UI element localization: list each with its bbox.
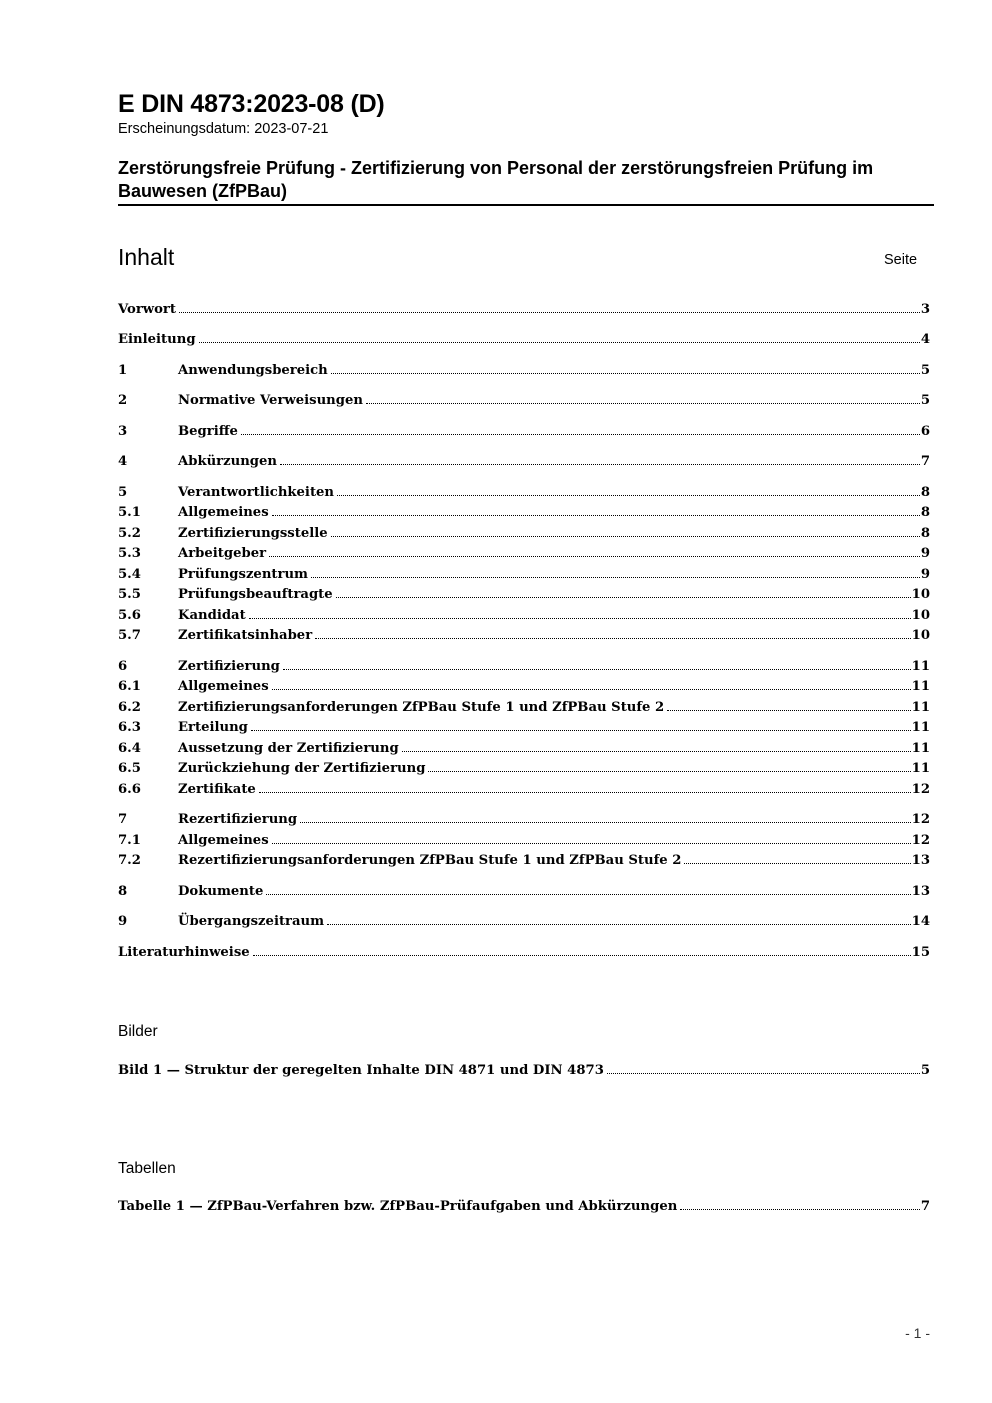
toc-entry-label: Zertifizierungsanforderungen ZfPBau Stufe 1 und ZfPBau Stufe 2 [178, 700, 665, 715]
toc-entry-number: 6.5 [118, 761, 141, 776]
dot-leader [336, 597, 911, 598]
toc-entry-number: 5.5 [118, 587, 141, 602]
toc-entry-number: 7.2 [118, 853, 141, 868]
toc-entry[interactable] [118, 1199, 930, 1219]
toc-entry-page: 9 [920, 567, 930, 582]
toc-entry-page: 12 [911, 833, 930, 848]
dot-leader [315, 638, 910, 639]
toc-entry[interactable] [118, 679, 930, 699]
toc-entry-number: 5.3 [118, 546, 141, 561]
toc-page-label: Seite [884, 252, 918, 268]
dot-leader [402, 751, 911, 752]
toc-entry-number: 5.4 [118, 567, 141, 582]
title-divider [118, 204, 934, 206]
toc-entry[interactable] [118, 302, 930, 322]
toc-entry[interactable] [118, 393, 930, 413]
toc-entry-page: 11 [911, 741, 930, 756]
toc-entry-label: Literaturhinweise [118, 945, 250, 960]
toc-entry-number: 9 [118, 914, 128, 929]
toc-entry[interactable] [118, 945, 930, 965]
toc-entry-page: 15 [911, 945, 930, 960]
toc-entry-label: Begriffe [178, 424, 238, 439]
page-number: - 1 - [905, 1325, 930, 1341]
toc-entry-page: 13 [911, 853, 930, 868]
tables-heading: Tabellen [118, 1160, 176, 1177]
dot-leader [680, 1209, 920, 1210]
toc-entry[interactable] [118, 884, 930, 904]
toc-entry-number: 2 [118, 393, 128, 408]
toc-entry-page: 11 [911, 679, 930, 694]
toc-entry-number: 5.2 [118, 526, 141, 541]
toc-entry-number: 8 [118, 884, 128, 899]
figures-heading: Bilder [118, 1023, 158, 1040]
toc-entry-label: Allgemeines [178, 679, 269, 694]
dot-leader [300, 822, 911, 823]
toc-entry[interactable] [118, 587, 930, 607]
toc-entry[interactable] [118, 761, 930, 781]
toc-entry[interactable] [118, 608, 930, 628]
toc-entry-page: 10 [911, 587, 930, 602]
toc-entry-page: 6 [920, 424, 930, 439]
toc-entry-label: Zertifizierung [178, 659, 280, 674]
dot-leader [253, 955, 911, 956]
toc-entry[interactable] [118, 567, 930, 587]
toc-entry[interactable] [118, 833, 930, 853]
toc-entry-label: Tabelle 1 — ZfPBau-Verfahren bzw. ZfPBau-Prüfaufgaben und Abkürzungen [118, 1199, 678, 1214]
toc-entry-number: 7 [118, 812, 128, 827]
toc-entry-label: Zurückziehung der Zertifizierung [178, 761, 426, 776]
dot-leader [331, 536, 920, 537]
toc-entry-label: Kandidat [178, 608, 246, 623]
toc-entry-label: Arbeitgeber [178, 546, 267, 561]
toc-entry[interactable] [118, 526, 930, 546]
toc-entry-label: Rezertifizierung [178, 812, 298, 827]
document-title: Zerstörungsfreie Prüfung - Zertifizierung von Personal der zerstörungsfreien Prüfung im Bauwesen (ZfPBau) [118, 158, 874, 201]
toc-entry[interactable] [118, 741, 930, 761]
toc-entry[interactable] [118, 454, 930, 474]
toc-entry-number: 6.6 [118, 782, 141, 797]
toc-entry-page: 7 [920, 454, 930, 469]
toc-entry-label: Anwendungsbereich [178, 363, 328, 378]
toc-entry[interactable] [118, 505, 930, 525]
dot-leader [266, 894, 910, 895]
toc-entry[interactable] [118, 659, 930, 679]
toc-entry-number: 6 [118, 659, 128, 674]
toc-entry-label: Übergangszeitraum [178, 914, 325, 929]
toc-entry-number: 6.4 [118, 741, 141, 756]
toc-entry-number: 7.1 [118, 833, 141, 848]
dot-leader [251, 730, 911, 731]
toc-entry-label: Aussetzung der Zertifizierung [178, 741, 399, 756]
toc-entry[interactable] [118, 812, 930, 832]
toc-entry-label: Zertifizierungsstelle [178, 526, 328, 541]
toc-entry-number: 6.2 [118, 700, 141, 715]
toc-entry[interactable] [118, 485, 930, 505]
dot-leader [259, 792, 911, 793]
toc-entry-page: 7 [920, 1199, 930, 1214]
toc-entry-page: 8 [920, 505, 930, 520]
toc-entry-page: 14 [911, 914, 930, 929]
dot-leader [249, 618, 911, 619]
toc-entry[interactable] [118, 332, 930, 352]
toc-entry-page: 10 [911, 628, 930, 643]
toc-entry-label: Bild 1 — Struktur der geregelten Inhalte DIN 4871 und DIN 4873 [118, 1063, 604, 1078]
toc-entry-label: Einleitung [118, 332, 196, 347]
toc-entry[interactable] [118, 424, 930, 444]
toc-entry[interactable] [118, 546, 930, 566]
toc-entry-label: Abkürzungen [178, 454, 277, 469]
toc-entry-number: 3 [118, 424, 128, 439]
toc-heading: Inhalt [118, 244, 175, 270]
toc-entry-label: Prüfungszentrum [178, 567, 308, 582]
toc-entry[interactable] [118, 700, 930, 720]
dot-leader [179, 312, 920, 313]
toc-entry-number: 5 [118, 485, 128, 500]
toc-entry-page: 11 [911, 761, 930, 776]
toc-entry[interactable] [118, 914, 930, 934]
toc-entry-number: 6.1 [118, 679, 141, 694]
toc-entry-page: 13 [911, 884, 930, 899]
dot-leader [607, 1073, 920, 1074]
dot-leader [269, 556, 920, 557]
toc-entry-page: 12 [911, 782, 930, 797]
toc-entry-number: 1 [118, 363, 128, 378]
toc-entry[interactable] [118, 720, 930, 740]
dot-leader [311, 577, 920, 578]
toc-entry-page: 11 [911, 659, 930, 674]
toc-entry-page: 11 [911, 700, 930, 715]
toc-entry[interactable] [118, 363, 930, 383]
toc-entry-label: Prüfungsbeauftragte [178, 587, 333, 602]
dot-leader [684, 863, 910, 864]
publication-date: Erscheinungsdatum: 2023-07-21 [118, 121, 329, 137]
dot-leader [331, 373, 920, 374]
toc-entry[interactable] [118, 1063, 930, 1083]
dot-leader [272, 689, 911, 690]
dot-leader [199, 342, 920, 343]
dot-leader [366, 403, 920, 404]
toc-entry-page: 9 [920, 546, 930, 561]
toc-entry-number: 6.3 [118, 720, 141, 735]
dot-leader [272, 843, 911, 844]
toc-entry-label: Vorwort [118, 302, 176, 317]
toc-entry-label: Zertifikatsinhaber [178, 628, 313, 643]
dot-leader [283, 669, 911, 670]
toc-entry-page: 10 [911, 608, 930, 623]
toc-entry-page: 3 [920, 302, 930, 317]
toc-entry[interactable] [118, 628, 930, 648]
toc-entry-number: 5.1 [118, 505, 141, 520]
toc-entry-page: 12 [911, 812, 930, 827]
toc-entry-number: 4 [118, 454, 128, 469]
dot-leader [241, 434, 920, 435]
toc-entry-label: Allgemeines [178, 833, 269, 848]
toc-entry-label: Rezertifizierungsanforderungen ZfPBau Stufe 1 und ZfPBau Stufe 2 [178, 853, 682, 868]
toc-entry-label: Allgemeines [178, 505, 269, 520]
toc-entry[interactable] [118, 853, 930, 873]
dot-leader [327, 924, 911, 925]
toc-entry-page: 5 [920, 1063, 930, 1078]
toc-entry-label: Erteilung [178, 720, 248, 735]
toc-entry-page: 8 [920, 526, 930, 541]
dot-leader [667, 710, 910, 711]
toc-entry-page: 8 [920, 485, 930, 500]
toc-entry-page: 5 [920, 363, 930, 378]
toc-entry-label: Verantwortlichkeiten [178, 485, 335, 500]
toc-entry-label: Dokumente [178, 884, 264, 899]
dot-leader [428, 771, 910, 772]
dot-leader [272, 515, 920, 516]
toc-entry-number: 5.6 [118, 608, 141, 623]
document-id: E DIN 4873:2023-08 (D) [118, 90, 385, 118]
dot-leader [337, 495, 920, 496]
toc-entry-label: Normative Verweisungen [178, 393, 363, 408]
toc-entry-label: Zertifikate [178, 782, 256, 797]
toc-entry-page: 11 [911, 720, 930, 735]
toc-entry-number: 5.7 [118, 628, 141, 643]
toc-entry[interactable] [118, 782, 930, 802]
toc-entry-page: 4 [920, 332, 930, 347]
dot-leader [280, 464, 920, 465]
toc-entry-page: 5 [920, 393, 930, 408]
